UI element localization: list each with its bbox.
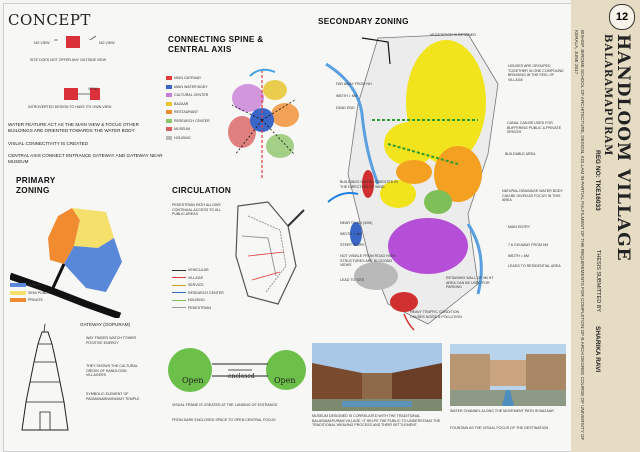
legend-swatch <box>10 283 26 287</box>
near-nh-4: NOT VISIBLE FROM ROAD HIGH STRUCTURES ARE BLOCKING VIEWS <box>340 254 396 267</box>
right-road-1: 7.6 CM AWAY FROM NH <box>508 243 549 247</box>
circulation-map <box>228 196 306 314</box>
legend-swatch <box>166 119 172 123</box>
view-label: VIEW <box>88 87 98 91</box>
reg-number: REG NO: TKE16033 <box>594 150 601 211</box>
legend-item: BAZAAR <box>166 102 218 107</box>
legend-item: VILLAGE <box>172 276 224 281</box>
legend-swatch <box>166 110 172 114</box>
traffic-note: HEAVY TRAFFIC CONDITION CAUSES NOISE & POLLUTION <box>410 310 462 319</box>
frame-note-1: VISUAL FRAME IS CREATED AT THE LANDING OF ENTRANCE <box>172 403 278 407</box>
houses-note: HOUSES ARE GROUPED TOGETHER IN ONE COMPOUND BRINGING IN THE FEEL OF VILLAGE <box>508 64 564 82</box>
connecting-legend <box>166 76 218 144</box>
museum-caption: MUSEUM DESIGNED IS CORRELATED WITH THE TRADITIONAL BALARAMAPURAM VILLAGE. IT HELPS THE PUBLIC TO UNDERSTAND THE TRADITIONAL WEAVING PROCESS AND THEIR SETTLEMENT. <box>312 414 441 427</box>
legend-item: HOUSING <box>166 136 218 141</box>
water-channel-render <box>450 344 566 406</box>
frame-diagram <box>168 336 308 400</box>
legend-swatch <box>166 93 172 97</box>
near-nh-1: NEAR TO NH (50M) <box>340 221 373 225</box>
canal-note: CANAL CAN BE USED FOR BUFFERING PUBLIC & PRIVATE SPACES <box>507 121 561 134</box>
college-note: BISHOP JEROME SCHOOL OF ARCHITECTURE, DESIGN, KOLLAM IN PARTIAL FULFILMENT OF THE REQUIREMENTS FOR COMPLETION OF B.ARCH DEGREE COURSE OF UNIVERSITY OF KERALA, JUNE 2017 <box>574 30 585 441</box>
museum-render <box>312 343 442 411</box>
oriented-note: BUILDINGS CAN BE ORIENTED IN THE DIRECTION OF WIND <box>340 180 398 189</box>
legend-item: PUBLIC <box>10 283 51 288</box>
legend-item: PEDESTRIAN <box>172 306 224 311</box>
concept-title: CONCEPT <box>8 11 91 29</box>
frame-enclosed: enclosed <box>228 373 255 380</box>
circulation-title: CIRCULATION <box>172 186 232 195</box>
water-note: WATER FEATURE ACT AS THE MAIN VIEW & FOCUS OTHER BUILDINGS ARE ORIENTED TOWARDS THE WATER BODY <box>8 122 139 133</box>
near-nh-3: STEEP SLOPE <box>340 243 365 247</box>
retaining-note: RETAINING WALL OF 4M HT AREA CAN BE USED FOR PARKING <box>446 276 494 289</box>
legend-item: MAIN GATEWAY <box>166 76 218 81</box>
legend-swatch <box>166 127 172 131</box>
legend-item: SERVICE <box>172 283 224 288</box>
introverted-caption: INTROVERTED DESIGN TO HAVE ITS OWN VIEW <box>28 105 112 109</box>
water-caption-1: WATER CHANNEL ALONG THE MOVEMENT PATH IN BAZAAR <box>450 409 554 413</box>
legend-item: MUSEUM <box>166 127 218 132</box>
legend-swatch <box>172 277 186 278</box>
axis-note: CENTRAL AXIS CONNECT ENTRANCE GATEWAY AND GATEWAY NEAR MUSEUM <box>8 153 163 164</box>
drainage-note: NATURAL DRAINAGE WATER BODY CAN BE GIVEN AS FOCUS IN THIS AREA <box>502 189 563 202</box>
vegetation-note: VEGETATION IS RETAINED <box>430 33 476 37</box>
main-entry-note: MAIN ENTRY <box>508 225 531 229</box>
right-road-2: WIDTH = 6M <box>508 254 529 258</box>
far-away-3: DEAD END <box>336 106 355 110</box>
circulation-legend <box>172 268 224 310</box>
no-view-label-right: NO VIEW <box>99 41 115 45</box>
legend-swatch <box>166 76 172 80</box>
gateway-note-2: THEY SHOWS THE CULTURAL ORIGIN OF HANDLOOM VILLAGERS <box>86 364 138 377</box>
site-caption: SITE DOES NOT OFFER ANY OUTSIDE VIEW <box>30 58 107 62</box>
project-title: HANDLOOM VILLAGE <box>613 34 633 262</box>
near-nh-2: WIDTH = 4M <box>340 232 361 236</box>
gateway-title: GATEWAY (GOPURAM) <box>80 322 131 327</box>
legend-item: HOUSING <box>172 298 224 303</box>
buildable-note: BUILDABLE AREA <box>505 152 536 156</box>
gateway-note-3: SYMBOLIC ELEMENT OF PADMANABHASWAMY TEMPLE <box>86 392 140 401</box>
legend-item: SEMI PUBLIC <box>10 291 51 296</box>
circulation-note: PEDESTRIAN PATH ALLOWS CONTINUAL ACCESS TO ALL PUBLIC AREAS <box>172 203 222 216</box>
spine-diagram <box>220 60 310 185</box>
frame-open-2: Open <box>274 376 296 385</box>
legend-item: MAIN WATER BODY <box>166 85 218 90</box>
legend-swatch <box>166 102 172 106</box>
visual-note: VISUAL CONNECTIVITY IS CREATED <box>8 141 89 146</box>
water-caption-2: FOUNTAIN AS THE VISUAL FOCUS OF THE DESTINATION <box>450 426 549 430</box>
legend-swatch <box>172 285 186 286</box>
near-nh-5: LEAD TO SITE <box>340 278 365 282</box>
gateway-note-1: WAY FINDER WATCH TOWER POSITIVE ENERGY <box>86 336 137 345</box>
far-away-2: WIDTH = 6M <box>336 94 357 98</box>
legend-item: RESEARCH CENTER <box>172 291 224 296</box>
legend-swatch <box>166 85 172 89</box>
primary-legend <box>10 283 51 303</box>
page-number: 12 <box>609 4 635 30</box>
title-sidebar <box>571 0 640 452</box>
connecting-title: CONNECTING SPINE & CENTRAL AXIS <box>168 35 264 54</box>
legend-item: VEHICULAR <box>172 268 224 273</box>
legend-swatch <box>172 292 186 293</box>
gopuram-sketch <box>14 322 76 434</box>
right-road-3: LEADS TO RESIDENTIAL AREA <box>508 264 561 268</box>
author-name: SHARIKA RAVI <box>594 326 601 373</box>
legend-swatch <box>166 136 172 140</box>
legend-swatch <box>172 270 186 271</box>
legend-swatch <box>172 300 186 301</box>
legend-swatch <box>10 291 26 295</box>
legend-item: CULTURAL CENTER <box>166 93 218 98</box>
legend-item: PRIVATE <box>10 298 51 303</box>
project-place: BALARAMAPURAM <box>602 34 613 157</box>
thesis-by-label: THESIS SUBMITTED BY <box>595 250 601 313</box>
legend-item: RESEARCH CENTER <box>166 119 218 124</box>
frame-note-2: FROM DARK ENCLOSED SPACE TO OPEN CENTRAL FOCUS <box>172 418 276 422</box>
legend-swatch <box>10 298 26 302</box>
secondary-title: SECONDARY ZONING <box>318 17 409 26</box>
legend-item: RESTAURANT <box>166 110 218 115</box>
legend-swatch <box>172 307 186 308</box>
far-away-1: FAR AWAY FROM NH <box>336 82 372 86</box>
primary-title: PRIMARY ZONING <box>16 176 56 195</box>
frame-open-1: Open <box>182 376 204 385</box>
no-view-label: NO VIEW <box>34 41 50 45</box>
